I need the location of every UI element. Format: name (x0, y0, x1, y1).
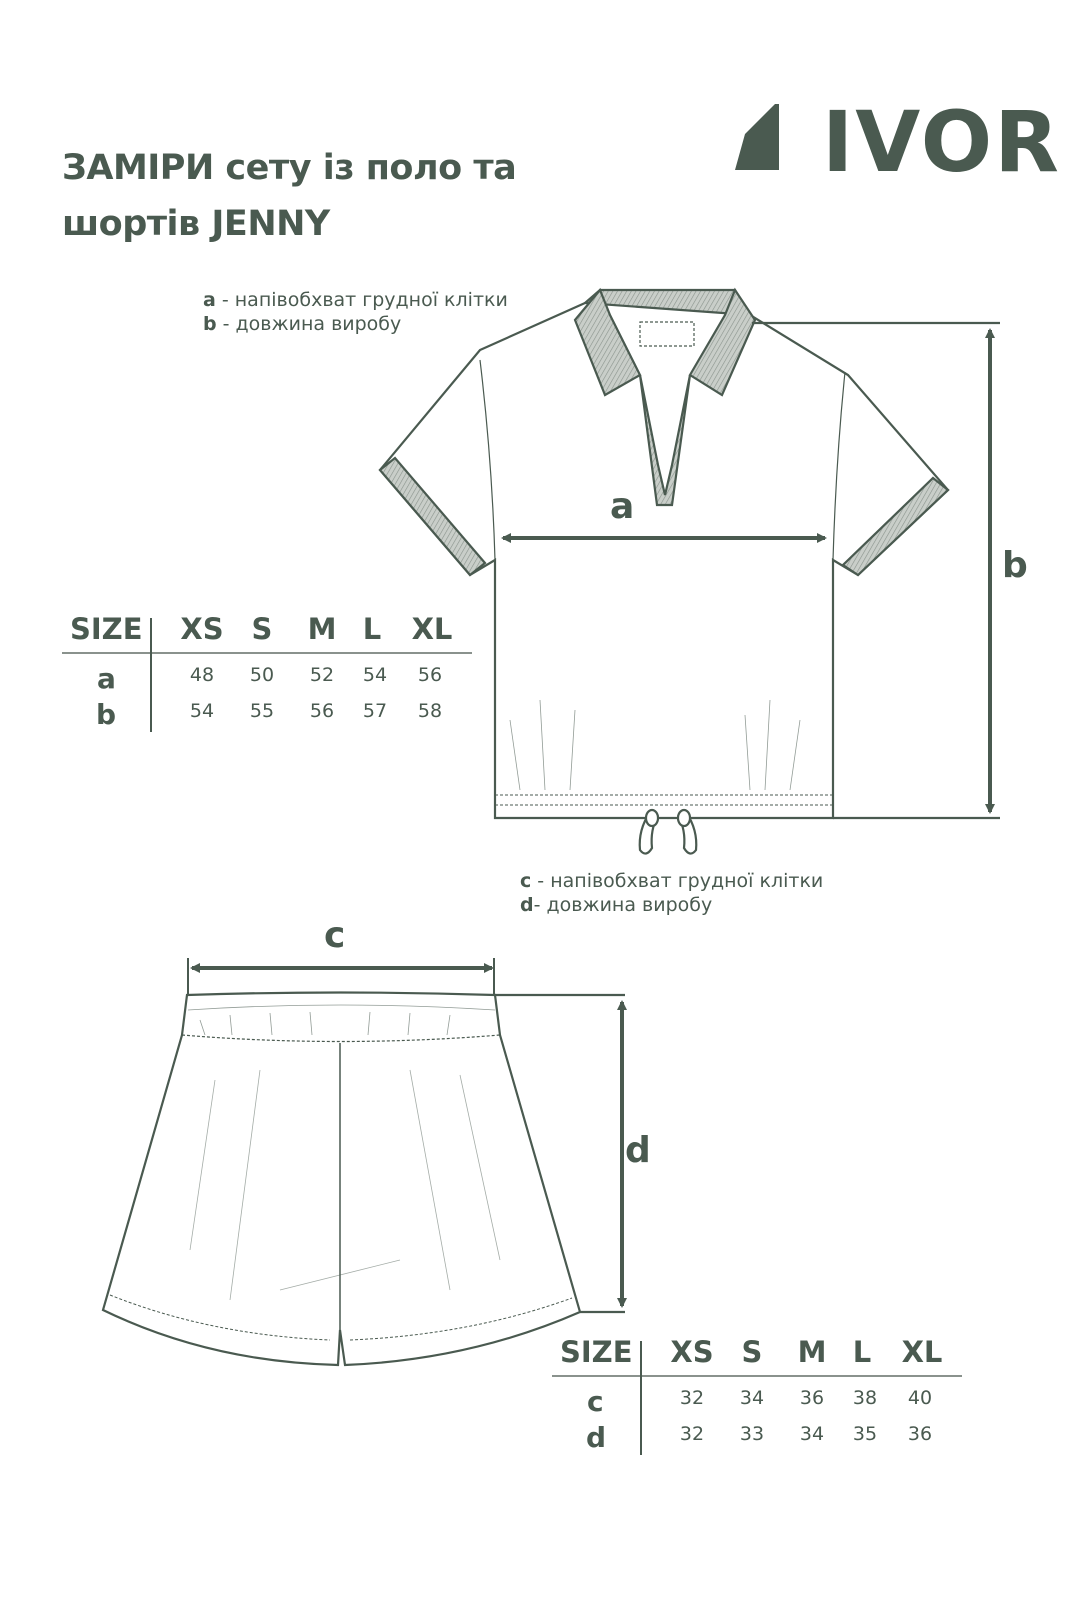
shorts-size-xl: XL (901, 1335, 943, 1369)
shorts-size-header: SIZE (560, 1335, 633, 1369)
polo-row-b-label: b (96, 698, 117, 731)
shorts-table-divider (552, 1375, 962, 1377)
polo-a-xl: 56 (417, 664, 443, 686)
polo-b-l: 57 (362, 700, 388, 722)
shorts-row-d-label: d (586, 1421, 607, 1454)
polo-size-table (62, 612, 482, 742)
measure-label-c: c (324, 915, 346, 956)
polo-a-s: 50 (249, 664, 275, 686)
shorts-c-xs: 32 (679, 1387, 705, 1409)
measure-label-d: d (625, 1130, 651, 1171)
shorts-drawing (103, 993, 580, 1366)
shorts-size-m: M (797, 1335, 827, 1369)
measure-label-a: a (610, 486, 635, 527)
title-line-2: шортів JENNY (62, 204, 330, 244)
polo-a-l: 54 (362, 664, 388, 686)
shorts-c-l: 38 (852, 1387, 878, 1409)
legend-b-key: b (203, 313, 217, 335)
polo-size-xs: XS (180, 612, 224, 646)
title-line-1: ЗАМІРИ сету із поло та (62, 148, 517, 188)
shorts-d-l: 35 (852, 1423, 878, 1445)
shorts-d-s: 33 (739, 1423, 765, 1445)
polo-row-a-label: a (97, 662, 116, 695)
shorts-c-s: 34 (739, 1387, 765, 1409)
polo-b-s: 55 (249, 700, 275, 722)
shorts-c-xl: 40 (907, 1387, 933, 1409)
legend-a-key: a (203, 289, 216, 311)
shorts-size-table (552, 1335, 972, 1465)
polo-size-xl: XL (411, 612, 453, 646)
legend-d-text: - довжина виробу (533, 894, 713, 916)
shorts-size-s: S (741, 1335, 763, 1369)
shorts-size-xs: XS (670, 1335, 714, 1369)
legend-a-text: - напівобхват грудної клітки (215, 289, 508, 311)
polo-size-s: S (251, 612, 273, 646)
legend-d-key: d (520, 894, 534, 916)
polo-b-xl: 58 (417, 700, 443, 722)
polo-table-divider (62, 652, 472, 654)
shorts-d-xs: 32 (679, 1423, 705, 1445)
legend-c-text: - напівобхват грудної клітки (531, 870, 824, 892)
shorts-row-c-label: c (587, 1385, 604, 1418)
polo-a-m: 52 (309, 664, 335, 686)
polo-b-xs: 54 (189, 700, 215, 722)
shorts-c-m: 36 (799, 1387, 825, 1409)
legend-b-text: - довжина виробу (216, 313, 402, 335)
shorts-size-l: L (852, 1335, 872, 1369)
polo-drawing (380, 290, 948, 854)
polo-a-xs: 48 (189, 664, 215, 686)
measure-label-b: b (1002, 545, 1028, 586)
polo-size-header: SIZE (70, 612, 143, 646)
polo-b-m: 56 (309, 700, 335, 722)
shorts-table-vdivider (640, 1341, 642, 1455)
polo-size-m: M (307, 612, 337, 646)
polo-size-l: L (362, 612, 382, 646)
polo-table-vdivider (150, 618, 152, 732)
shorts-d-m: 34 (799, 1423, 825, 1445)
shorts-d-xl: 36 (907, 1423, 933, 1445)
legend-c-key: c (520, 870, 532, 892)
brand-name: IVOR (822, 93, 1061, 191)
